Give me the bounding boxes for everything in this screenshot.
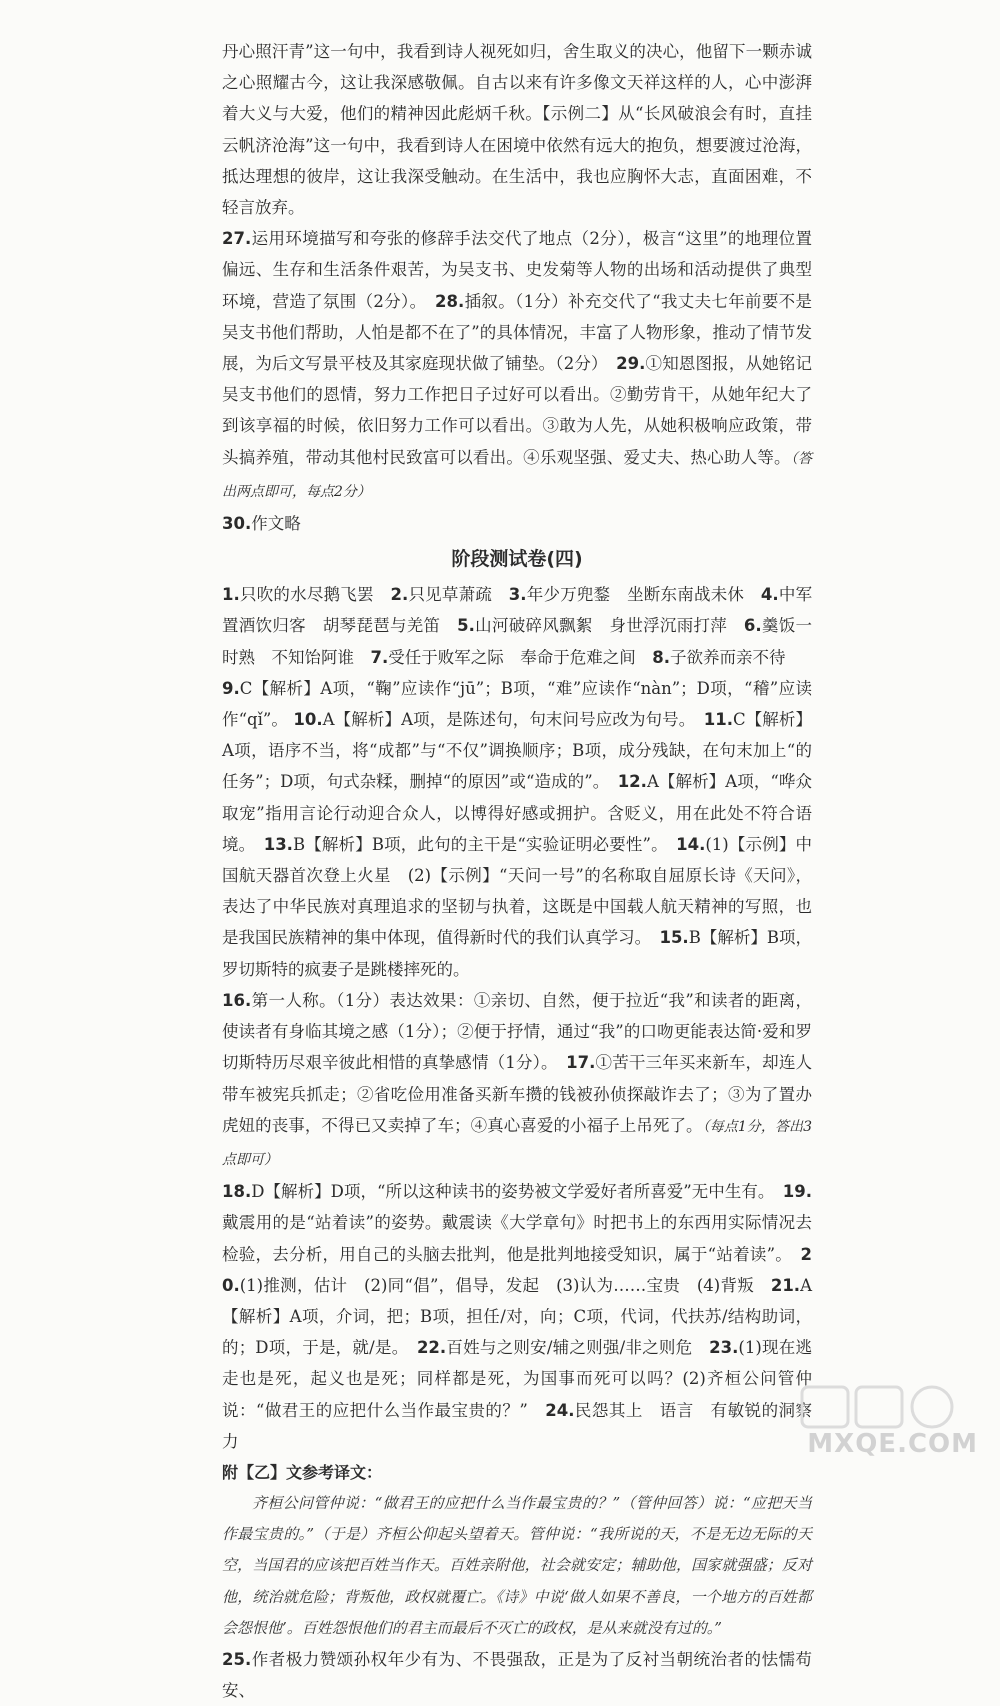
q2-number: 2. (390, 585, 409, 605)
q6-answer: 羹饭一时熟 不知饴阿谁 (222, 616, 813, 667)
q18-answer: D【解析】D项，“所以这种读书的姿势被文学爱好者所喜爱”无中生有。 (251, 1182, 767, 1202)
q19-number: 19. (782, 1182, 812, 1202)
q18-number: 18. (222, 1182, 252, 1202)
q15-number: 15. (659, 928, 689, 948)
q5-answer: 山河破碎风飘絮 身世浮沉雨打萍 (474, 616, 728, 636)
q12-answer: A【解析】A项，“哗众取宠”指用言论行动迎合众人，以博得好感或拥护。含贬义，用在此处不符合语境。 (222, 772, 813, 854)
q10-number: 10. (293, 710, 323, 730)
q4-answer: 中军置酒饮归客 胡琴琵琶与羌笛 (222, 585, 813, 636)
q11-number: 11. (703, 710, 733, 730)
q25-number: 25. (222, 1649, 252, 1669)
q29-note: （答出两点即可，每点2分） (222, 450, 813, 500)
q9-number: 9. (222, 678, 240, 698)
q29-number: 29. (616, 354, 646, 374)
q10-answer: A【解析】A项，是陈述句，句末问号应改为句号。 (322, 710, 688, 730)
q14-number: 14. (676, 834, 706, 854)
appendix-translation: 齐桓公问管仲说：“做君王的应把什么当作最宝贵的？”（管仲回答）说：“应把天当作最宝贵的。”（于是）齐桓公仰起头望着天。管仲说：“我所说的天，不是无边无际的天空，当国君的应该把百姓当作天。百姓亲附他，社会就安定；辅助他，国家就强盛；反对他，统治就危险；背叛他，政权就覆亡。《诗》中说‘做人如果不善良，一个地方的百姓都会怨恨他’。百姓怨恨他们的君主而最后不灭亡的政权，是从来就没有过的。” (222, 1493, 812, 1637)
q7-answer: 受任于败军之际 奉命于危难之间 (388, 647, 636, 667)
q13-number: 13. (263, 834, 293, 854)
q7-number: 7. (370, 647, 389, 667)
q20-answer: (1)推测，估计 (2)同“倡”，倡导，发起 (3)认为……宝贵 (4)背叛 (239, 1275, 755, 1295)
q11-answer: C【解析】A项，语序不当，将“成都”与“不仅”调换顺序；B项，成分残缺，在句末加上“的任务”；D项，句式杂糅，删掉“的原因”或“造成的”。 (222, 710, 813, 792)
q25 (222, 1644, 812, 1706)
q8-answer: 子欲养而亲不待 (670, 647, 786, 667)
q13-answer: B【解析】B项，此句的主干是“实验证明必要性”。 (292, 834, 660, 854)
q20-number: 20. (222, 1244, 812, 1295)
q24-answer: 民怨其上 语言 有敏锐的洞察力 (222, 1400, 813, 1451)
answers-27-29 (222, 223, 812, 508)
q22-answer: 百姓与之则安/辅之则强/非之则危 (446, 1338, 693, 1358)
watermark-text: MXQE.COM (807, 1429, 978, 1459)
q17-note: （每点1分，答出3点即可） (222, 1118, 813, 1168)
appendix-heading: 附【乙】文参考译文： (222, 1462, 383, 1482)
q14-answer: (1)【示例】中国航天器首次登上火星 (2)【示例】“天问一号”的名称取自屈原长诗《天问》，表达了中华民族对真理追求的坚韧与执着，这既是中国载人航天精神的写照，也是我国民族精神的集中体现，值得新时代的我们认真学习。 (222, 834, 813, 948)
q2-answer: 只见草萧疏 (408, 585, 493, 605)
q28-number: 28. (435, 291, 465, 311)
q8-number: 8. (652, 647, 670, 667)
q21-answer: A【解析】A项，介词，把；B项，担任/对，向；C项，代词，代扶苏/结构助词，的；D项，于是，就/是。 (222, 1275, 812, 1358)
q19-answer: 戴震用的是“站着读”的姿势。戴震读《大学章句》时把书上的东西用实际情况去检验，去分析，用自己的头脑去批判，他是批判地接受知识，属于“站着读”。 (222, 1213, 812, 1264)
q17-number: 17. (566, 1053, 596, 1073)
q15-answer: B【解析】B项，罗切斯特的疯妻子是跳楼摔死的。 (222, 928, 813, 979)
q23-number: 23. (709, 1338, 739, 1358)
q1-answer: 只吹的水尽鹅飞罢 (239, 585, 374, 605)
q9-answer: C【解析】A项，“鞠”应读作“jū”；B项，“难”应读作“nàn”；D项，“稽”应读作“qǐ”。 (222, 678, 812, 730)
q27-number: 27. (222, 229, 252, 249)
q5-number: 5. (457, 616, 475, 636)
q3-answer: 年少万兜鍪 坐断东南战未休 (526, 585, 745, 605)
q30-answer: 作文略 (251, 514, 301, 534)
answer-page (222, 36, 812, 1706)
q12-number: 12. (617, 772, 647, 792)
section-title: 阶段测试卷(四) (451, 548, 583, 571)
q29-answer: ①知恩图报，从她铭记吴支书他们的恩情，努力工作把日子过好可以看出。②勤劳肯干，从她年纪大了到该享福的时候，依旧努力工作可以看出。③敢为人先，从她积极响应政策，带头搞养殖，带动其他村民致富可以看出。④乐观坚强、爱丈夫、热心助人等。 (222, 354, 813, 467)
q27-answer: 运用环境描写和夸张的修辞手法交代了地点（2分），极言“这里”的地理位置偏远、生存和生活条件艰苦，为吴支书、史发菊等人物的出场和活动提供了典型环境，营造了氛围（2分）。 (222, 229, 812, 311)
q17-answer: ①苦干三年买来新车，却连人带车被宪兵抓走；②省吃俭用准备买新车攒的钱被孙侦探敲诈去了；③为了置办虎妞的丧事，不得已又卖掉了车；④真心喜爱的小福子上吊死了。 (222, 1053, 813, 1135)
answers-1-8 (222, 579, 812, 673)
q24-number: 24. (545, 1400, 575, 1420)
q23-answer: (1)现在逃走也是死，起义也是死；同样都是死，为国事而死可以吗？(2)齐桓公问管仲说：“做君王的应把什么当作最宝贵的？” (222, 1338, 813, 1420)
q16-answer: 第一人称。（1分）表达效果：①亲切、自然，便于拉近“我”和读者的距离，使读者有身临其境之感（1分）；②便于抒情，通过“我”的口吻更能表达简·爱和罗切斯特历尽艰辛彼此相惜的真挚感情（1分）。 (222, 990, 812, 1073)
q25-answer: 作者极力赞颂孙权年少有为、不畏强敌，正是为了反衬当朝统治者的怯懦苟安、 (222, 1649, 812, 1701)
q30-number: 30. (222, 514, 252, 534)
continuation-text: 丹心照汗青”这一句中，我看到诗人视死如归，舍生取义的决心，他留下一颗赤诚之心照耀古今，这让我深感敬佩。自古以来有许多像文天祥这样的人，心中澎湃着大义与大爱，他们的精神因此彪炳千秋。【示例二】从“长风破浪会有时，直挂云帆济沧海”这一句中，我看到诗人在困境中依然有远大的抱负，想要渡过沧海，抵达理想的彼岸，这让我深受触动。在生活中，我也应胸怀大志，直面困难，不轻言放弃。 (222, 42, 812, 218)
continuation-paragraph (222, 36, 812, 223)
q1-number: 1. (222, 585, 240, 605)
q22-number: 22. (416, 1338, 447, 1358)
q28-answer: 插叙。（1分）补充交代了“我丈夫七年前要不是吴支书他们帮助，人怕是都不在了”的具体情况，丰富了人物形象，推动了情节发展，为后文写景平枝及其家庭现状做了铺垫。（2分） (222, 291, 813, 374)
q30 (222, 508, 812, 539)
q4-number: 4. (760, 585, 779, 605)
q21-number: 21. (770, 1275, 801, 1295)
q6-number: 6. (743, 616, 762, 636)
q3-number: 3. (508, 585, 527, 605)
q16-number: 16. (222, 990, 252, 1010)
answers-9-24 (222, 673, 812, 1457)
